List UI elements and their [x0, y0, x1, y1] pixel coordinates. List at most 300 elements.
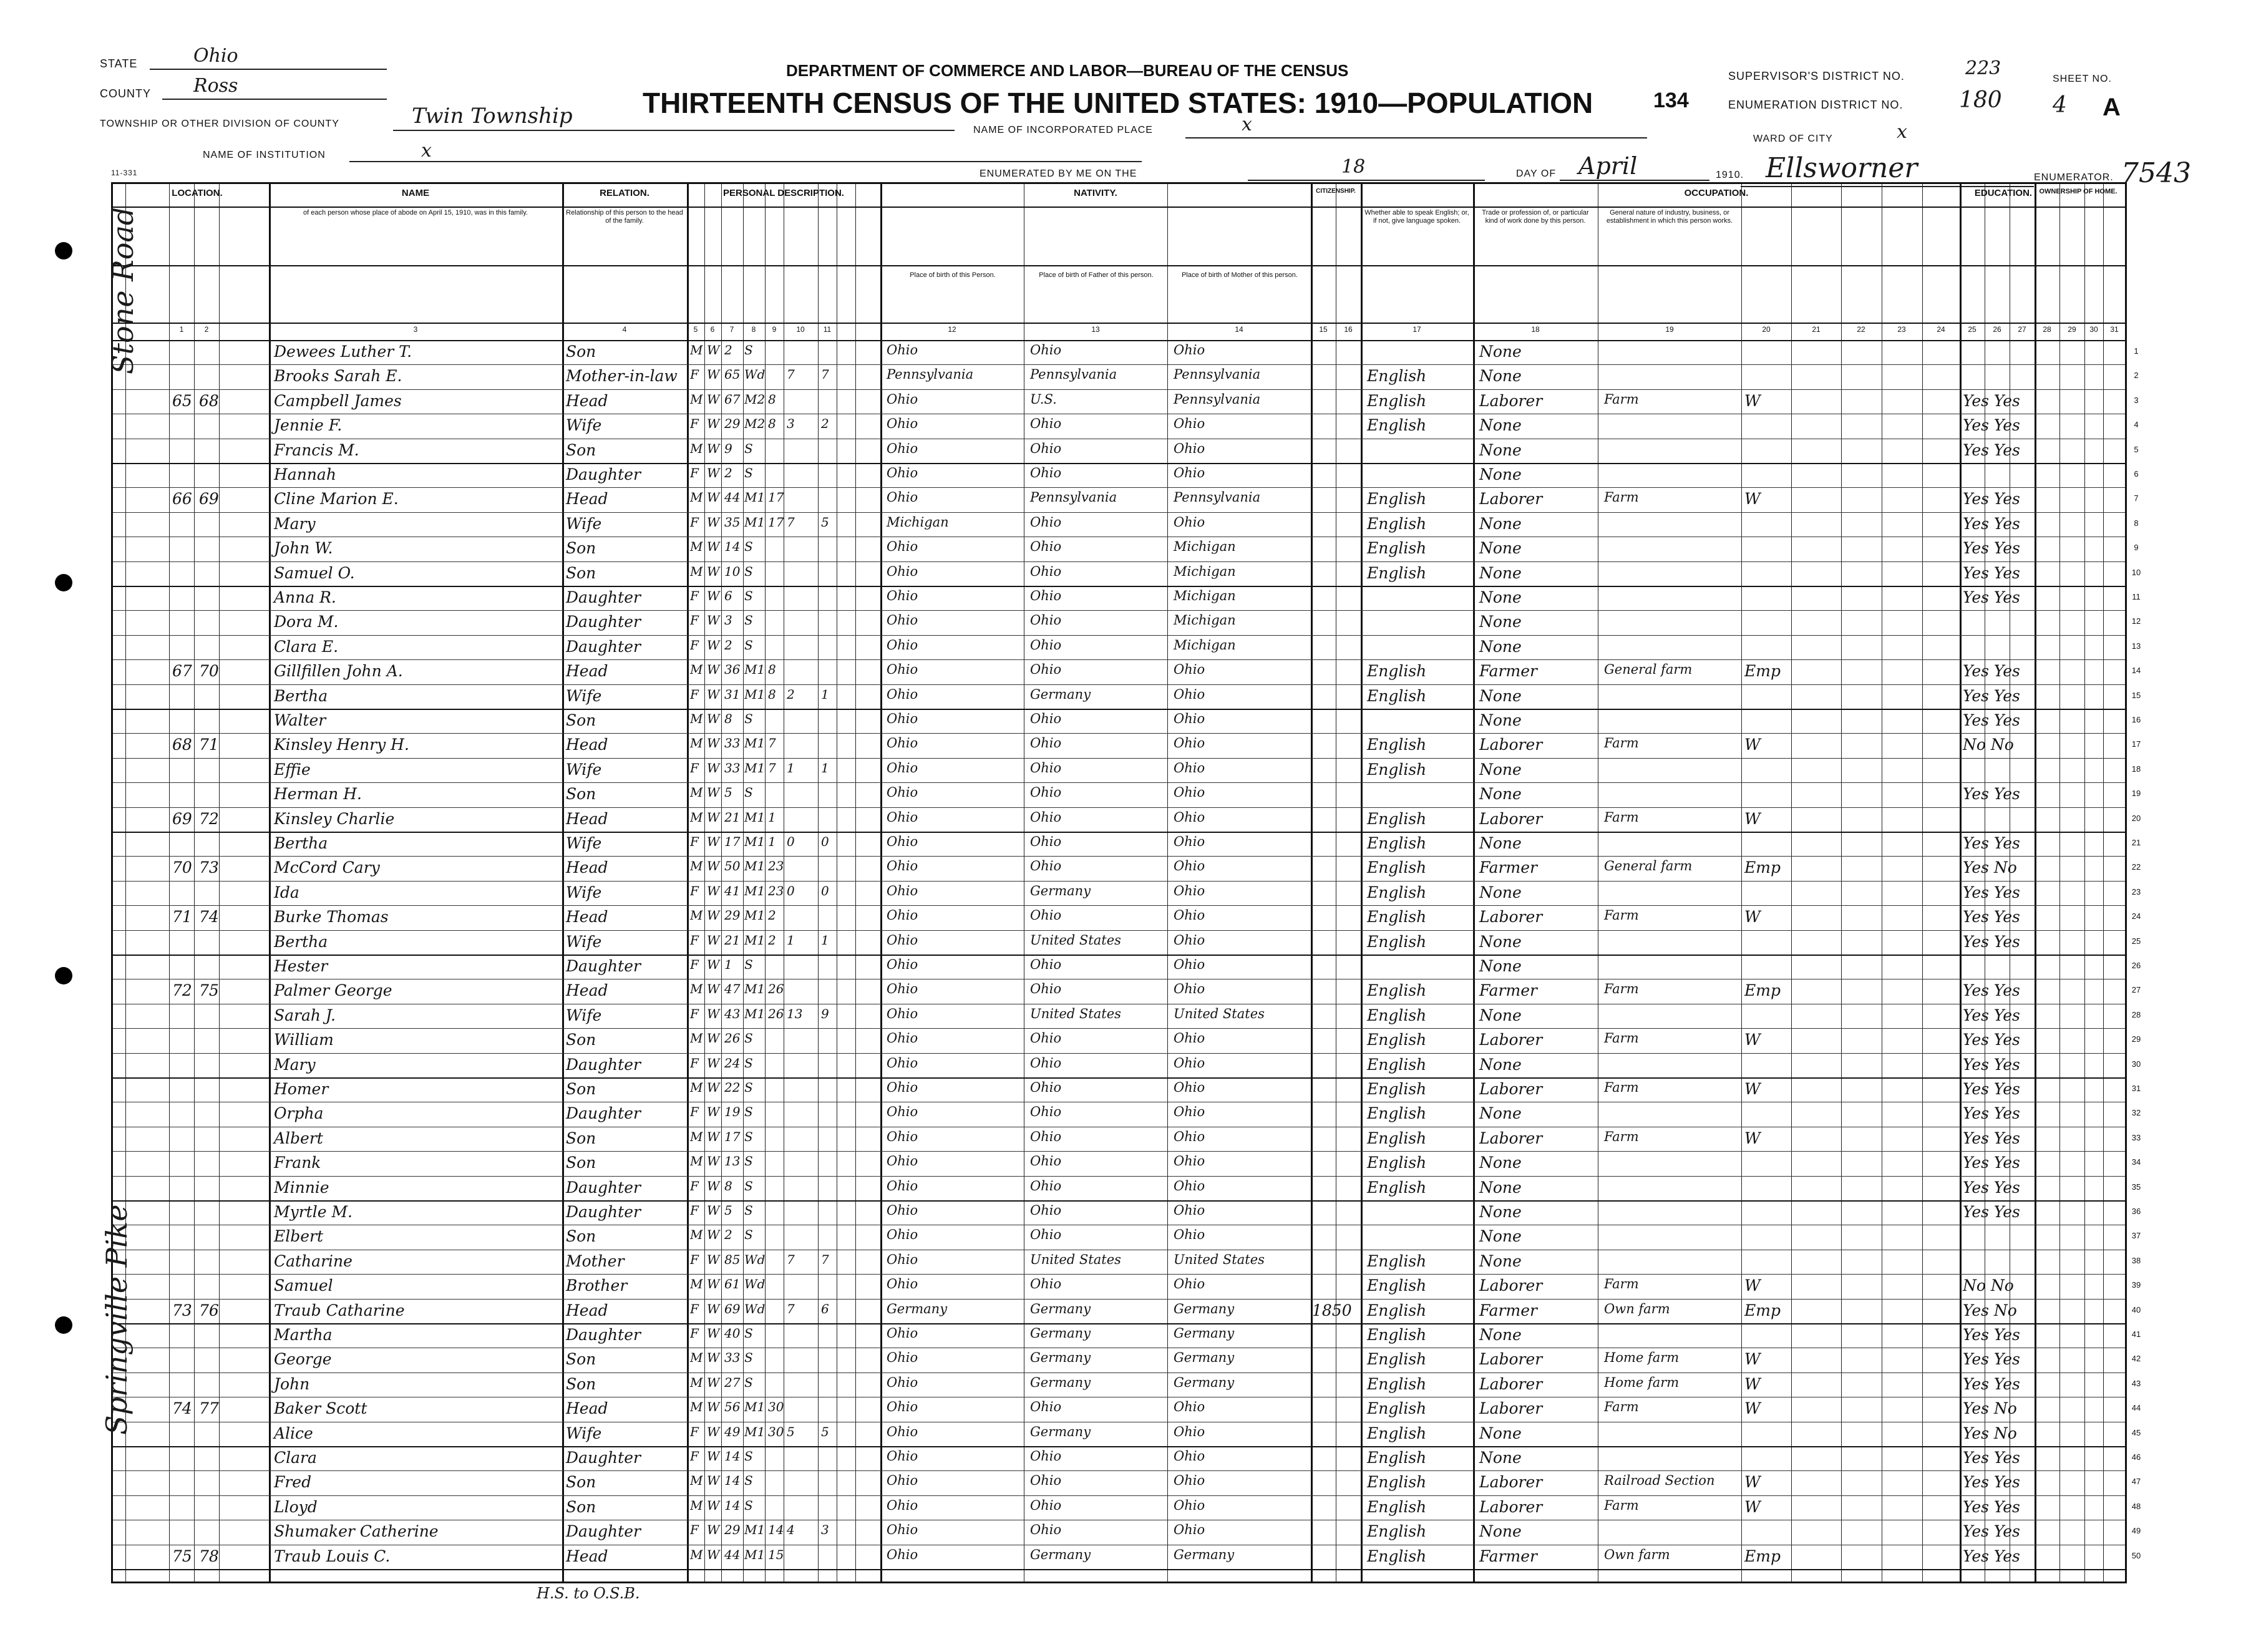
age: 13 — [724, 1154, 741, 1169]
race: W — [707, 1055, 720, 1071]
person-name: Effie — [274, 760, 311, 779]
person-name: Campbell James — [274, 391, 402, 410]
line-number: 32 — [2131, 1108, 2141, 1118]
person-name: Ida — [274, 883, 299, 901]
relationship: Son — [566, 711, 596, 729]
years-married: 1 — [768, 809, 776, 825]
language: English — [1367, 563, 1427, 582]
row-rule — [113, 1028, 2125, 1029]
language: English — [1367, 883, 1427, 901]
education: Yes Yes — [1963, 834, 2020, 852]
person-name: Catharine — [274, 1251, 353, 1270]
sex: M — [690, 343, 703, 357]
race: W — [707, 809, 720, 825]
birthplace-mother: Ohio — [1174, 1449, 1205, 1464]
birthplace-person: Ohio — [887, 1104, 918, 1120]
birthplace-person: Ohio — [887, 858, 918, 874]
relationship: Son — [566, 785, 596, 804]
birthplace-mother: Ohio — [1174, 1080, 1205, 1095]
years-married: 26 — [768, 981, 784, 997]
sex: F — [690, 1326, 699, 1341]
age: 5 — [724, 785, 732, 800]
sex: M — [690, 908, 703, 923]
birthplace-person: Ohio — [887, 760, 918, 775]
education: Yes Yes — [1963, 785, 2020, 804]
line-number: 49 — [2131, 1526, 2141, 1536]
person-name: Minnie — [274, 1178, 329, 1197]
birthplace-father: Ohio — [1030, 416, 1062, 432]
race: W — [707, 1473, 720, 1489]
relationship: Daughter — [566, 588, 641, 606]
birthplace-mother: Ohio — [1174, 834, 1205, 849]
language: English — [1367, 1473, 1427, 1492]
group-education: EDUCATION. — [1974, 188, 2033, 198]
relationship: Head — [566, 1399, 608, 1418]
birthplace-mother: United States — [1174, 1251, 1265, 1267]
state-label: STATE — [100, 57, 138, 70]
age: 36 — [724, 662, 741, 678]
race: W — [707, 1374, 720, 1390]
person-name: Gillfillen John A. — [274, 662, 403, 681]
age: 35 — [724, 514, 741, 530]
occupation: Laborer — [1479, 1399, 1543, 1418]
sex: M — [690, 858, 703, 874]
relationship: Head — [566, 391, 608, 410]
page-number: 134 — [1653, 89, 1689, 112]
birthplace-mother: Ohio — [1174, 1055, 1205, 1071]
sex: F — [690, 1006, 699, 1021]
column-number: 21 — [1812, 325, 1821, 334]
group-citizenship: CITIZENSHIP. — [1316, 188, 1356, 195]
children-born: 0 — [787, 883, 795, 898]
birthplace-father: Ohio — [1030, 514, 1062, 530]
children-living: 1 — [821, 932, 829, 948]
column-number: 3 — [413, 325, 418, 334]
line-number: 26 — [2131, 961, 2141, 970]
department-heading: DEPARTMENT OF COMMERCE AND LABOR—BUREAU OF THE CENSUS — [786, 61, 1349, 80]
person-name: Fred — [274, 1473, 312, 1492]
race: W — [707, 932, 720, 948]
birthplace-mother: Ohio — [1174, 514, 1205, 530]
column-number: 28 — [2043, 325, 2051, 334]
line-number: 29 — [2131, 1034, 2141, 1044]
person-name: Walter — [274, 711, 326, 729]
age: 50 — [724, 858, 741, 874]
birthplace-person: Ohio — [887, 588, 918, 603]
education: No No — [1963, 1276, 2014, 1295]
supervisor-district-value: 223 — [1965, 57, 2001, 79]
column-number: 13 — [1091, 325, 1100, 334]
dwelling-number: 73 — [172, 1301, 192, 1319]
line-number: 41 — [2131, 1329, 2141, 1339]
dwelling-number: 68 — [172, 736, 192, 754]
occupation: Laborer — [1479, 1080, 1543, 1098]
race: W — [707, 736, 720, 751]
relationship: Head — [566, 809, 608, 828]
education: Yes Yes — [1963, 391, 2020, 410]
occupation: Laborer — [1479, 391, 1543, 410]
census-title: THIRTEENTH CENSUS OF THE UNITED STATES: 1910—POPULATION — [643, 87, 1593, 119]
row-rule — [113, 881, 2125, 882]
birthplace-person: Ohio — [887, 563, 918, 579]
sex: M — [690, 1080, 703, 1095]
person-name: Hester — [274, 957, 328, 975]
sex: F — [690, 416, 699, 432]
occupation: Laborer — [1479, 1497, 1543, 1516]
marital-status: S — [744, 1350, 753, 1366]
language: English — [1367, 686, 1427, 705]
age: 33 — [724, 736, 741, 751]
race: W — [707, 1326, 720, 1341]
line-number: 18 — [2131, 764, 2141, 774]
age: 10 — [724, 563, 741, 579]
birthplace-father: Ohio — [1030, 785, 1062, 800]
institution-value: x — [421, 140, 432, 162]
marital-status: S — [744, 539, 753, 555]
line-number: 9 — [2134, 543, 2139, 553]
birthplace-father: Germany — [1030, 1424, 1091, 1439]
race: W — [707, 416, 720, 432]
column-number: 12 — [948, 325, 956, 334]
sex: F — [690, 1178, 699, 1193]
sex: M — [690, 539, 703, 555]
marital-status: Wd — [744, 1301, 766, 1316]
header-rule — [113, 323, 2125, 324]
row-rule — [113, 782, 2125, 783]
relationship: Daughter — [566, 637, 641, 656]
age: 2 — [724, 1227, 732, 1243]
line-number: 20 — [2131, 813, 2141, 823]
marital-status: S — [744, 1129, 753, 1144]
sex: F — [690, 686, 699, 702]
person-name: Francis M. — [274, 440, 359, 459]
education: Yes Yes — [1963, 1104, 2020, 1123]
sex: F — [690, 957, 699, 972]
birthplace-person: Ohio — [887, 834, 918, 849]
birthplace-mother: Pennsylvania — [1174, 391, 1261, 407]
column-number: 2 — [204, 325, 209, 334]
birthplace-person: Ohio — [887, 662, 918, 678]
person-name: Alice — [274, 1424, 313, 1442]
occupation: None — [1479, 440, 1522, 459]
relationship: Wife — [566, 416, 602, 435]
age: 2 — [724, 465, 732, 480]
line-number: 36 — [2131, 1207, 2141, 1216]
birthplace-father: Ohio — [1030, 613, 1062, 628]
footer-note: H.S. to O.S.B. — [537, 1585, 640, 1602]
children-born: 1 — [787, 932, 795, 948]
person-name: Palmer George — [274, 981, 392, 1000]
relationship: Head — [566, 1547, 608, 1565]
marital-status: S — [744, 1104, 753, 1120]
census-table — [111, 182, 2141, 1583]
sex: M — [690, 490, 703, 505]
marital-status: S — [744, 613, 753, 628]
birthplace-father: Ohio — [1030, 563, 1062, 579]
age: 29 — [724, 416, 741, 432]
race: W — [707, 514, 720, 530]
row-rule — [113, 1274, 2125, 1275]
children-born: 4 — [787, 1522, 795, 1538]
sex: F — [690, 465, 699, 480]
sex: M — [690, 711, 703, 726]
line-number: 42 — [2131, 1354, 2141, 1364]
relationship: Daughter — [566, 1203, 641, 1221]
sex: M — [690, 1473, 703, 1489]
sex: M — [690, 736, 703, 751]
marital-status: Wd — [744, 1251, 766, 1267]
age: 26 — [724, 1031, 741, 1046]
birth-father-heading: Place of birth of Father of this person. — [1039, 271, 1154, 279]
industry: Farm — [1604, 1080, 1639, 1095]
occupation: Farmer — [1479, 662, 1537, 681]
row-rule — [113, 684, 2125, 685]
marital-status: S — [744, 1178, 753, 1193]
birthplace-person: Ohio — [887, 981, 918, 997]
children-living: 7 — [821, 1251, 829, 1267]
education: Yes Yes — [1963, 932, 2020, 951]
birthplace-mother: Ohio — [1174, 465, 1205, 480]
birthplace-mother: Michigan — [1174, 539, 1236, 555]
education: Yes Yes — [1963, 1055, 2020, 1074]
column-number: 7 — [729, 325, 734, 334]
marital-status: M1 — [744, 1006, 766, 1021]
children-living: 0 — [821, 834, 829, 849]
sex: F — [690, 932, 699, 948]
birthplace-person: Ohio — [887, 1129, 918, 1144]
age: 2 — [724, 637, 732, 653]
education: Yes Yes — [1963, 1326, 2020, 1344]
birthplace-mother: Ohio — [1174, 957, 1205, 972]
birthplace-father: Ohio — [1030, 1129, 1062, 1144]
sex: F — [690, 613, 699, 628]
race: W — [707, 858, 720, 874]
years-married: 2 — [768, 908, 776, 923]
birthplace-father: Ohio — [1030, 1031, 1062, 1046]
race: W — [707, 981, 720, 997]
birthplace-father: Ohio — [1030, 588, 1062, 603]
column-number: 16 — [1344, 325, 1353, 334]
years-married: 8 — [768, 686, 776, 702]
person-name: Samuel — [274, 1276, 333, 1295]
line-number: 28 — [2131, 1009, 2141, 1019]
person-name: Shumaker Catherine — [274, 1522, 439, 1541]
column-number: 30 — [2089, 325, 2098, 334]
marital-status: S — [744, 1154, 753, 1169]
education: Yes Yes — [1963, 416, 2020, 435]
birthplace-person: Ohio — [887, 908, 918, 923]
row-rule — [113, 807, 2125, 808]
relationship: Wife — [566, 883, 602, 901]
line-number: 14 — [2131, 666, 2141, 676]
birthplace-mother: Germany — [1174, 1326, 1235, 1341]
birthplace-father: Ohio — [1030, 662, 1062, 678]
birthplace-father: Ohio — [1030, 343, 1062, 357]
birthplace-mother: Ohio — [1174, 416, 1205, 432]
birthplace-father: Ohio — [1030, 1080, 1062, 1095]
sex: M — [690, 1129, 703, 1144]
dwelling-number: 75 — [172, 1547, 192, 1565]
person-name: Clara — [274, 1449, 317, 1467]
occupation: Laborer — [1479, 1129, 1543, 1147]
children-born: 7 — [787, 1301, 795, 1316]
row-rule — [113, 463, 2125, 464]
birthplace-mother: Ohio — [1174, 1424, 1205, 1439]
birthplace-person: Ohio — [887, 1055, 918, 1071]
industry: Farm — [1604, 1497, 1639, 1513]
line-number: 19 — [2131, 789, 2141, 799]
relationship: Son — [566, 1350, 596, 1369]
age: 49 — [724, 1424, 741, 1439]
birthplace-person: Ohio — [887, 1251, 918, 1267]
line-number: 27 — [2131, 985, 2141, 995]
marital-status: S — [744, 711, 753, 726]
age: 9 — [724, 440, 732, 456]
enumerated-label: ENUMERATED BY ME ON THE — [980, 168, 1137, 179]
row-rule — [113, 1077, 2125, 1079]
birthplace-father: Ohio — [1030, 908, 1062, 923]
binder-hole — [55, 574, 72, 591]
relationship: Wife — [566, 1424, 602, 1442]
birthplace-person: Ohio — [887, 932, 918, 948]
language: English — [1367, 1424, 1427, 1442]
group-relation: RELATION. — [600, 188, 649, 198]
birthplace-mother: Ohio — [1174, 1276, 1205, 1292]
language: English — [1367, 391, 1427, 410]
sex: M — [690, 981, 703, 997]
age: 65 — [724, 367, 741, 382]
industry: Farm — [1604, 908, 1639, 923]
age: 14 — [724, 1497, 741, 1513]
dwelling-number: 69 — [172, 809, 192, 828]
birthplace-father: Ohio — [1030, 1497, 1062, 1513]
race: W — [707, 1227, 720, 1243]
birthplace-father: Ohio — [1030, 1276, 1062, 1292]
race: W — [707, 465, 720, 480]
family-number: 68 — [199, 391, 219, 410]
line-number: 37 — [2131, 1231, 2141, 1241]
age: 41 — [724, 883, 741, 898]
birthplace-mother: Ohio — [1174, 809, 1205, 825]
row-rule — [113, 1470, 2125, 1471]
row-rule — [113, 610, 2125, 611]
birthplace-person: Ohio — [887, 1449, 918, 1464]
relationship: Son — [566, 1129, 596, 1147]
birthplace-person: Ohio — [887, 957, 918, 972]
language: English — [1367, 760, 1427, 779]
birthplace-person: Ohio — [887, 1203, 918, 1218]
race: W — [707, 686, 720, 702]
birthplace-person: Ohio — [887, 440, 918, 456]
relationship: Mother-in-law — [566, 367, 678, 386]
sex: M — [690, 1227, 703, 1243]
children-living: 2 — [821, 416, 829, 432]
person-name: Kinsley Henry H. — [274, 736, 409, 754]
sex: M — [690, 785, 703, 800]
birthplace-father: Ohio — [1030, 1522, 1062, 1538]
marital-status: S — [744, 1203, 753, 1218]
birthplace-father: Ohio — [1030, 637, 1062, 653]
children-living: 5 — [821, 1424, 829, 1439]
line-number: 16 — [2131, 715, 2141, 724]
person-name: Herman H. — [274, 785, 362, 804]
birthplace-person: Ohio — [887, 1006, 918, 1021]
family-number: 69 — [199, 490, 219, 508]
person-name: Bertha — [274, 834, 328, 852]
birthplace-mother: Ohio — [1174, 1497, 1205, 1513]
marital-status: S — [744, 1055, 753, 1071]
relationship: Daughter — [566, 1178, 641, 1197]
education: Yes Yes — [1963, 1522, 2020, 1541]
marital-status: M1 — [744, 1424, 766, 1439]
race: W — [707, 785, 720, 800]
industry: Farm — [1604, 1129, 1639, 1144]
industry-heading: General nature of industry, business, or establishment in which this person works. — [1606, 209, 1733, 225]
education: Yes Yes — [1963, 981, 2020, 1000]
employment-class: W — [1744, 490, 1761, 508]
marital-status: M1 — [744, 1399, 766, 1415]
line-number: 1 — [2134, 346, 2139, 356]
birthplace-person: Germany — [887, 1301, 948, 1316]
children-born: 3 — [787, 416, 795, 432]
relationship: Son — [566, 343, 596, 361]
age: 43 — [724, 1006, 741, 1021]
birthplace-person: Ohio — [887, 1547, 918, 1562]
occupation: None — [1479, 932, 1522, 951]
marital-status: S — [744, 588, 753, 603]
birthplace-father: Germany — [1030, 1326, 1091, 1341]
marital-status: M1 — [744, 883, 766, 898]
form-code: 11-331 — [111, 168, 138, 177]
line-number: 23 — [2131, 887, 2141, 896]
row-rule — [113, 1200, 2125, 1202]
marital-status: S — [744, 1326, 753, 1341]
sex: F — [690, 588, 699, 603]
person-name: Kinsley Charlie — [274, 809, 395, 828]
birthplace-father: Germany — [1030, 1350, 1091, 1366]
years-married: 8 — [768, 391, 776, 407]
birthplace-father: U.S. — [1030, 391, 1057, 407]
occupation: None — [1479, 1227, 1522, 1246]
header-rule — [113, 265, 2125, 266]
column-number: 24 — [1937, 325, 1945, 334]
relationship: Son — [566, 1374, 596, 1393]
age: 31 — [724, 686, 741, 702]
education: Yes Yes — [1963, 1350, 2020, 1369]
language: English — [1367, 1251, 1427, 1270]
employment-class: W — [1744, 1031, 1761, 1049]
line-number: 30 — [2131, 1059, 2141, 1069]
incorporated-place-value: x — [1242, 114, 1252, 135]
birthplace-mother: Ohio — [1174, 736, 1205, 751]
years-married: 8 — [768, 662, 776, 678]
sex: F — [690, 834, 699, 849]
birthplace-mother: Ohio — [1174, 1178, 1205, 1193]
birthplace-father: Ohio — [1030, 1449, 1062, 1464]
column-number: 17 — [1413, 325, 1421, 334]
language: English — [1367, 662, 1427, 681]
birthplace-mother: Michigan — [1174, 613, 1236, 628]
person-name: George — [274, 1350, 332, 1369]
race: W — [707, 343, 720, 357]
line-number: 43 — [2131, 1378, 2141, 1388]
birthplace-mother: Ohio — [1174, 1129, 1205, 1144]
years-married: 30 — [768, 1399, 784, 1415]
birthplace-father: Germany — [1030, 883, 1091, 898]
education: Yes Yes — [1963, 1374, 2020, 1393]
relationship: Wife — [566, 686, 602, 705]
age: 27 — [724, 1374, 741, 1390]
